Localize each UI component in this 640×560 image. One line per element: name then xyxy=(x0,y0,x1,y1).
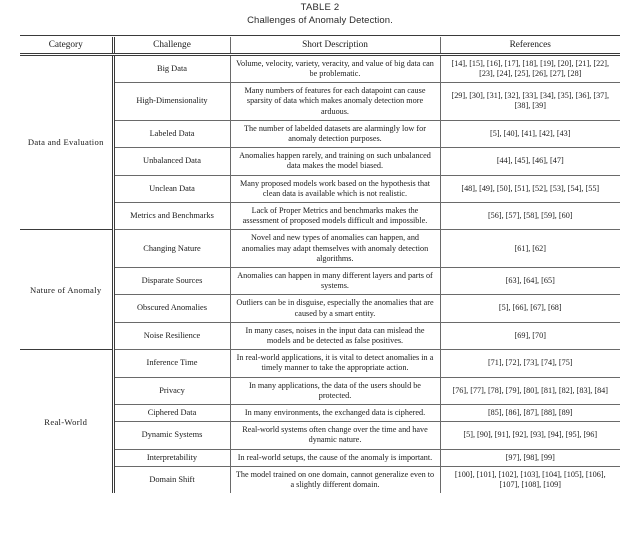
references-cell: [29], [30], [31], [32], [33], [34], [35], [36], [37], [38], [39] xyxy=(440,83,620,121)
references-cell: [97], [98], [99] xyxy=(440,449,620,466)
challenge-cell: Big Data xyxy=(113,54,230,82)
table-row xyxy=(20,350,620,377)
description-cell: In real-world applications, it is vital to detect anomalies in a timely manner to take the appropriate action. xyxy=(230,350,440,377)
category-cell: Nature of Anomaly xyxy=(20,230,113,350)
challenges-table xyxy=(20,35,620,493)
references-cell: [63], [64], [65] xyxy=(440,267,620,294)
description-cell: Many proposed models work based on the hypothesis that clean data is available which is not realistic. xyxy=(230,175,440,202)
description-cell: In real-world setups, the cause of the anomaly is important. xyxy=(230,449,440,466)
challenge-cell: Privacy xyxy=(113,377,230,404)
category-cell: Real-World xyxy=(20,350,113,494)
challenge-cell: Dynamic Systems xyxy=(113,422,230,449)
challenge-cell: Interpretability xyxy=(113,449,230,466)
description-cell: Real-world systems often change over the time and have dynamic nature. xyxy=(230,422,440,449)
description-cell: In many environments, the exchanged data is ciphered. xyxy=(230,404,440,421)
column-header-challenge: Challenge xyxy=(113,37,230,55)
table-header-row xyxy=(20,37,620,55)
table-title: Challenges of Anomaly Detection. xyxy=(247,14,393,26)
challenge-cell: Inference Time xyxy=(113,350,230,377)
category-cell: Data and Evaluation xyxy=(20,54,113,230)
description-cell: Outliers can be in disguise, especially the anomalies that are caused by a smart entity. xyxy=(230,295,440,322)
description-cell: The number of labelded datasets are alarmingly low for anomaly detection purposes. xyxy=(230,120,440,147)
challenge-cell: Unclean Data xyxy=(113,175,230,202)
description-cell: Anomalies can happen in many different layers and parts of systems. xyxy=(230,267,440,294)
challenge-cell: Metrics and Benchmarks xyxy=(113,202,230,229)
references-cell: [5], [66], [67], [68] xyxy=(440,295,620,322)
challenge-cell: Labeled Data xyxy=(113,120,230,147)
references-cell: [56], [57], [58], [59], [60] xyxy=(440,202,620,229)
references-cell: [14], [15], [16], [17], [18], [19], [20], [21], [22], [23], [24], [25], [26], [27], [28] xyxy=(440,54,620,82)
challenge-cell: Domain Shift xyxy=(113,466,230,493)
table-caption xyxy=(0,0,640,27)
table-body xyxy=(20,54,620,493)
references-cell: [5], [40], [41], [42], [43] xyxy=(440,120,620,147)
challenge-cell: Obscured Anomalies xyxy=(113,295,230,322)
challenge-cell: Disparate Sources xyxy=(113,267,230,294)
table-container xyxy=(20,35,620,493)
description-cell: Lack of Proper Metrics and benchmarks makes the assessment of proposed models difficult and impossible. xyxy=(230,202,440,229)
challenge-cell: Noise Resilience xyxy=(113,322,230,349)
references-cell: [61], [62] xyxy=(440,230,620,268)
references-cell: [71], [72], [73], [74], [75] xyxy=(440,350,620,377)
table-row xyxy=(20,54,620,82)
column-header-references: References xyxy=(440,37,620,55)
column-header-category: Category xyxy=(20,37,113,55)
description-cell: In many cases, noises in the input data can mislead the models and be detected as false positives. xyxy=(230,322,440,349)
references-cell: [5], [90], [91], [92], [93], [94], [95], [96] xyxy=(440,422,620,449)
challenge-cell: Ciphered Data xyxy=(113,404,230,421)
references-cell: [76], [77], [78], [79], [80], [81], [82], [83], [84] xyxy=(440,377,620,404)
description-cell: Volume, velocity, variety, veracity, and value of big data can be problematic. xyxy=(230,54,440,82)
references-cell: [100], [101], [102], [103], [104], [105], [106], [107], [108], [109] xyxy=(454,469,606,489)
challenge-cell: Unbalanced Data xyxy=(113,148,230,175)
description-cell: The model trained on one domain, cannot generalize even to a slightly different domain. xyxy=(230,466,440,493)
challenge-cell: Changing Nature xyxy=(113,230,230,268)
references-cell: [69], [70] xyxy=(440,322,620,349)
description-cell: In many applications, the data of the users should be protected. xyxy=(230,377,440,404)
table-number: TABLE 2 xyxy=(300,2,340,13)
table-row xyxy=(20,230,620,268)
references-cell: [48], [49], [50], [51], [52], [53], [54], [55] xyxy=(440,175,620,202)
description-cell: Many numbers of features for each datapoint can cause sparsity of data which makes anomaly detection more arduous. xyxy=(230,83,440,121)
challenge-cell: High-Dimensionality xyxy=(113,83,230,121)
references-cell: [44], [45], [46], [47] xyxy=(440,148,620,175)
description-cell: Novel and new types of anomalies can happen, and anomalies may adapt themselves with anomaly detection algorithms. xyxy=(230,230,440,268)
references-cell: [85], [86], [87], [88], [89] xyxy=(440,404,620,421)
description-cell: Anomalies happen rarely, and training on such unbalanced data makes the model biased. xyxy=(230,148,440,175)
column-header-description: Short Description xyxy=(230,37,440,55)
table-head xyxy=(20,36,620,55)
